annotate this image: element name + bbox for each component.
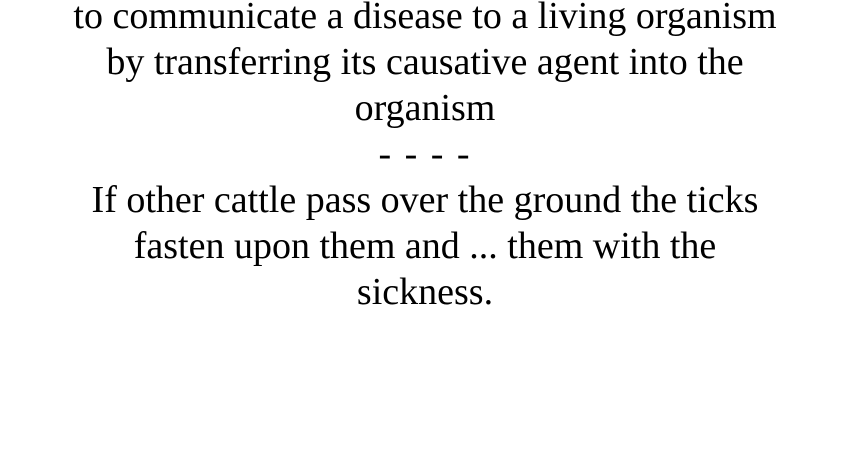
example-line-3: sickness. [356,271,494,313]
definition-line-2: by transferring its causative agent into the [106,41,744,83]
separator: - - - - [378,133,472,175]
example-line-2: fasten upon them and ... them with the [133,225,717,267]
definition-line-1: to communicate a disease to a living organism [73,0,777,37]
example-line-1: If other cattle pass over the ground the ticks [91,179,759,221]
definition-line-3: organism [354,87,496,129]
